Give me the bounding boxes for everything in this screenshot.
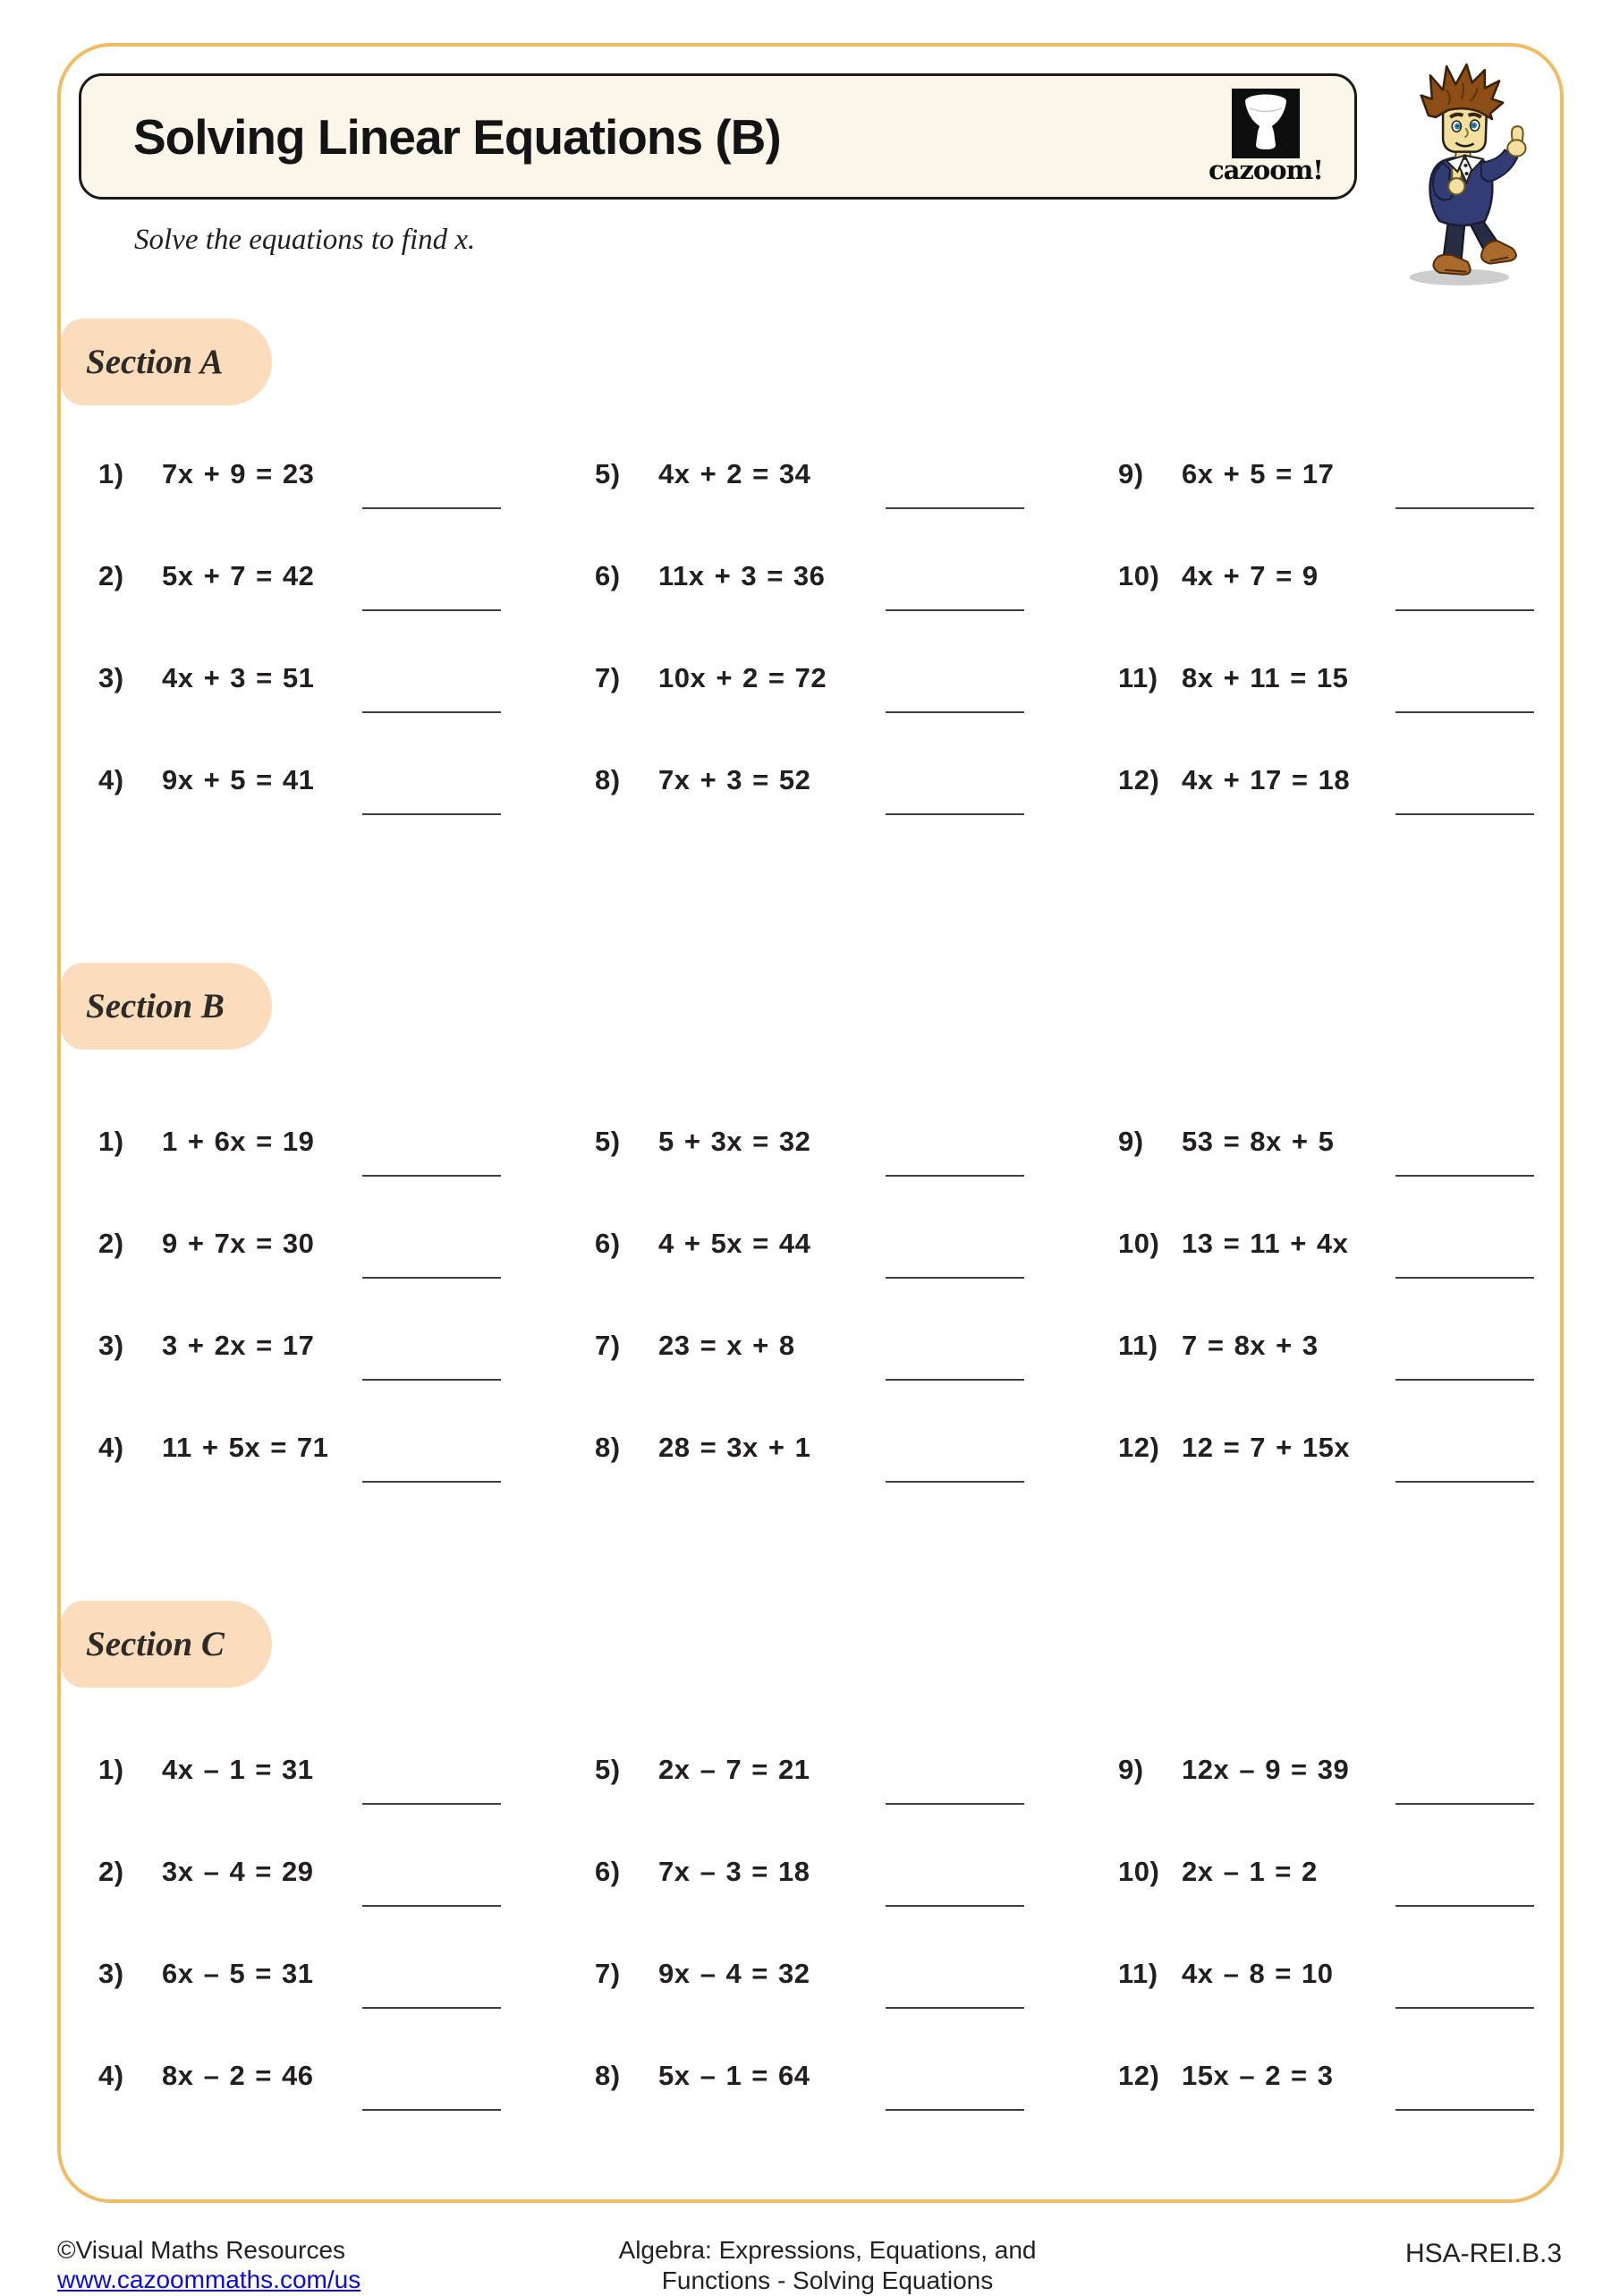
logo-wordmark: cazoom! (1208, 154, 1324, 185)
footer-copyright-block (57, 2235, 360, 2294)
equation-text: 12 = 7 + 15x (1182, 1432, 1351, 1463)
problem-number: 5) (595, 1126, 621, 1157)
mascot-boy-thumbs-up (1395, 59, 1537, 288)
equation-row (98, 1856, 501, 1913)
standard-code: HSA-REI.B.3 (1405, 2239, 1563, 2268)
equation-text: 6x – 5 = 31 (162, 1958, 314, 1989)
equation-text: 2x – 1 = 2 (1182, 1856, 1318, 1887)
equation-text: 5x + 7 = 42 (162, 560, 315, 591)
equation-text: 5x – 1 = 64 (658, 2060, 810, 2091)
answer-blank[interactable] (1395, 1432, 1534, 1483)
answer-blank[interactable] (362, 1958, 501, 2009)
section-a-equations (98, 458, 1534, 821)
equation-text: 4x + 3 = 51 (162, 662, 315, 693)
equation-row (595, 1228, 1024, 1285)
section-b-equations (98, 1126, 1534, 1489)
problem-number: 7) (595, 662, 621, 693)
problem-number: 6) (595, 1856, 621, 1887)
answer-blank[interactable] (886, 1126, 1024, 1177)
equation-row (595, 1432, 1024, 1489)
problem-number: 11) (1118, 662, 1158, 693)
equation-row (98, 458, 501, 515)
answer-blank[interactable] (1395, 1754, 1534, 1805)
equation-text: 3 + 2x = 17 (162, 1330, 315, 1361)
equation-text: 5 + 3x = 32 (658, 1126, 811, 1157)
problem-number: 12) (1118, 2060, 1160, 2091)
answer-blank[interactable] (362, 1228, 501, 1279)
problem-number: 6) (595, 1228, 621, 1259)
equation-row (98, 1330, 501, 1387)
equation-row (98, 1754, 501, 1811)
problem-number: 10) (1118, 560, 1160, 591)
problem-number: 9) (1118, 1126, 1144, 1157)
equation-row (595, 458, 1024, 515)
section-c-label: Section C (86, 1625, 225, 1663)
problem-number: 8) (595, 1432, 621, 1463)
equation-row (98, 1958, 501, 2015)
equation-row (595, 1330, 1024, 1387)
answer-blank[interactable] (1395, 560, 1534, 611)
equation-text: 28 = 3x + 1 (658, 1432, 811, 1463)
equation-row (1118, 2060, 1534, 2117)
problem-number: 4) (98, 764, 124, 795)
equation-row (1118, 560, 1534, 617)
equation-text: 23 = x + 8 (658, 1330, 795, 1361)
problem-number: 1) (98, 1126, 124, 1157)
equation-text: 1 + 6x = 19 (162, 1126, 315, 1157)
problem-number: 8) (595, 2060, 621, 2091)
answer-blank[interactable] (362, 1330, 501, 1381)
section-c-pill (61, 1601, 272, 1688)
topic-line-2: Functions - Solving Equations (661, 2266, 994, 2294)
problem-number: 2) (98, 560, 124, 591)
equation-text: 13 = 11 + 4x (1182, 1228, 1349, 1259)
equation-row (595, 1126, 1024, 1183)
equation-row (98, 560, 501, 617)
problem-number: 12) (1118, 1432, 1160, 1463)
djembe-drum-icon (1232, 89, 1300, 158)
equation-text: 2x – 7 = 21 (658, 1754, 810, 1785)
equation-text: 15x – 2 = 3 (1182, 2060, 1334, 2091)
answer-blank[interactable] (362, 1856, 501, 1907)
equation-text: 12x – 9 = 39 (1182, 1754, 1350, 1785)
problem-number: 5) (595, 1754, 621, 1785)
answer-blank[interactable] (362, 458, 501, 509)
equation-row (1118, 1330, 1534, 1387)
cazoom-logo (1199, 89, 1333, 185)
section-a-pill (61, 319, 272, 405)
equation-row (595, 1958, 1024, 2015)
answer-blank[interactable] (1395, 1228, 1534, 1279)
problem-number: 6) (595, 560, 621, 591)
equation-row (1118, 1126, 1534, 1183)
equation-text: 9 + 7x = 30 (162, 1228, 315, 1259)
equation-row (1118, 1754, 1534, 1811)
answer-blank[interactable] (1395, 662, 1534, 713)
equation-row (595, 560, 1024, 617)
problem-number: 9) (1118, 1754, 1144, 1785)
problem-number: 2) (98, 1856, 124, 1887)
problem-number: 10) (1118, 1856, 1160, 1887)
equation-row (98, 1228, 501, 1285)
answer-blank[interactable] (886, 458, 1024, 509)
equation-text: 11x + 3 = 36 (658, 560, 826, 591)
equation-text: 7x – 3 = 18 (658, 1856, 810, 1887)
answer-blank[interactable] (362, 1126, 501, 1177)
page-title: Solving Linear Equations (B) (133, 108, 781, 165)
problem-number: 2) (98, 1228, 124, 1259)
copyright-text: ©Visual Maths Resources (57, 2236, 346, 2264)
answer-blank[interactable] (362, 662, 501, 713)
answer-blank[interactable] (1395, 2060, 1534, 2111)
answer-blank[interactable] (1395, 764, 1534, 815)
equation-row (1118, 764, 1534, 821)
problem-number: 4) (98, 1432, 124, 1463)
equation-row (98, 662, 501, 719)
equation-row (595, 1754, 1024, 1811)
answer-blank[interactable] (886, 662, 1024, 713)
problem-number: 10) (1118, 1228, 1160, 1259)
answer-blank[interactable] (1395, 458, 1534, 509)
problem-number: 11) (1118, 1958, 1158, 1989)
problem-number: 3) (98, 662, 124, 693)
problem-number: 5) (595, 458, 621, 489)
equation-text: 9x – 4 = 32 (658, 1958, 810, 1989)
problem-number: 1) (98, 1754, 124, 1785)
equation-row (98, 1126, 501, 1183)
section-b-label: Section B (86, 987, 225, 1025)
problem-number: 7) (595, 1958, 621, 1989)
answer-blank[interactable] (886, 764, 1024, 815)
problem-number: 11) (1118, 1330, 1158, 1361)
equation-row (1118, 1432, 1534, 1489)
equation-text: 53 = 8x + 5 (1182, 1126, 1335, 1157)
answer-blank[interactable] (1395, 1958, 1534, 2009)
equation-row (1118, 1958, 1534, 2015)
answer-blank[interactable] (886, 1856, 1024, 1907)
footer-website-link[interactable]: www.cazoommaths.com/us (57, 2266, 361, 2293)
equation-row (1118, 662, 1534, 719)
answer-blank[interactable] (362, 560, 501, 611)
problem-number: 12) (1118, 764, 1160, 795)
problem-number: 8) (595, 764, 621, 795)
problem-number: 3) (98, 1958, 124, 1989)
topic-line-1: Algebra: Expressions, Equations, and (618, 2236, 1037, 2264)
answer-blank[interactable] (886, 1228, 1024, 1279)
equation-text: 4x – 1 = 31 (162, 1754, 314, 1785)
equation-text: 4x – 8 = 10 (1182, 1958, 1334, 1989)
answer-blank[interactable] (362, 1432, 501, 1483)
equation-text: 7x + 3 = 52 (658, 764, 811, 795)
equation-text: 4 + 5x = 44 (658, 1228, 811, 1259)
footer-topic-block (573, 2235, 1082, 2296)
instruction-text: Solve the equations to find x. (134, 224, 476, 256)
problem-number: 7) (595, 1330, 621, 1361)
answer-blank[interactable] (886, 2060, 1024, 2111)
problem-number: 4) (98, 2060, 124, 2091)
equation-text: 3x – 4 = 29 (162, 1856, 314, 1887)
section-c-equations (98, 1754, 1534, 2117)
equation-text: 11 + 5x = 71 (162, 1432, 329, 1463)
answer-blank[interactable] (1395, 1126, 1534, 1177)
answer-blank[interactable] (886, 1432, 1024, 1483)
equation-row (595, 764, 1024, 821)
answer-blank[interactable] (886, 560, 1024, 611)
equation-row (1118, 1856, 1534, 1913)
equation-text: 10x + 2 = 72 (658, 662, 827, 693)
equation-text: 6x + 5 = 17 (1182, 458, 1335, 489)
problem-number: 3) (98, 1330, 124, 1361)
answer-blank[interactable] (886, 1958, 1024, 2009)
answer-blank[interactable] (362, 1754, 501, 1805)
equation-row (98, 2060, 501, 2117)
equation-row (595, 662, 1024, 719)
section-b-pill (61, 963, 272, 1050)
section-a-label: Section A (86, 343, 224, 381)
equation-text: 4x + 7 = 9 (1182, 560, 1319, 591)
equation-text: 8x + 11 = 15 (1182, 662, 1349, 693)
equation-row (595, 2060, 1024, 2117)
answer-blank[interactable] (1395, 1330, 1534, 1381)
problem-number: 1) (98, 458, 124, 489)
equation-text: 8x – 2 = 46 (162, 2060, 314, 2091)
title-box (79, 73, 1357, 200)
answer-blank[interactable] (886, 1754, 1024, 1805)
answer-blank[interactable] (362, 764, 501, 815)
answer-blank[interactable] (886, 1330, 1024, 1381)
equation-text: 7 = 8x + 3 (1182, 1330, 1319, 1361)
equation-text: 9x + 5 = 41 (162, 764, 315, 795)
answer-blank[interactable] (362, 2060, 501, 2111)
equation-row (1118, 458, 1534, 515)
equation-text: 4x + 2 = 34 (658, 458, 811, 489)
equation-row (98, 764, 501, 821)
equation-text: 7x + 9 = 23 (162, 458, 315, 489)
equation-row (98, 1432, 501, 1489)
equation-row (1118, 1228, 1534, 1285)
equation-text: 4x + 17 = 18 (1182, 764, 1351, 795)
equation-row (595, 1856, 1024, 1913)
problem-number: 9) (1118, 458, 1144, 489)
answer-blank[interactable] (1395, 1856, 1534, 1907)
